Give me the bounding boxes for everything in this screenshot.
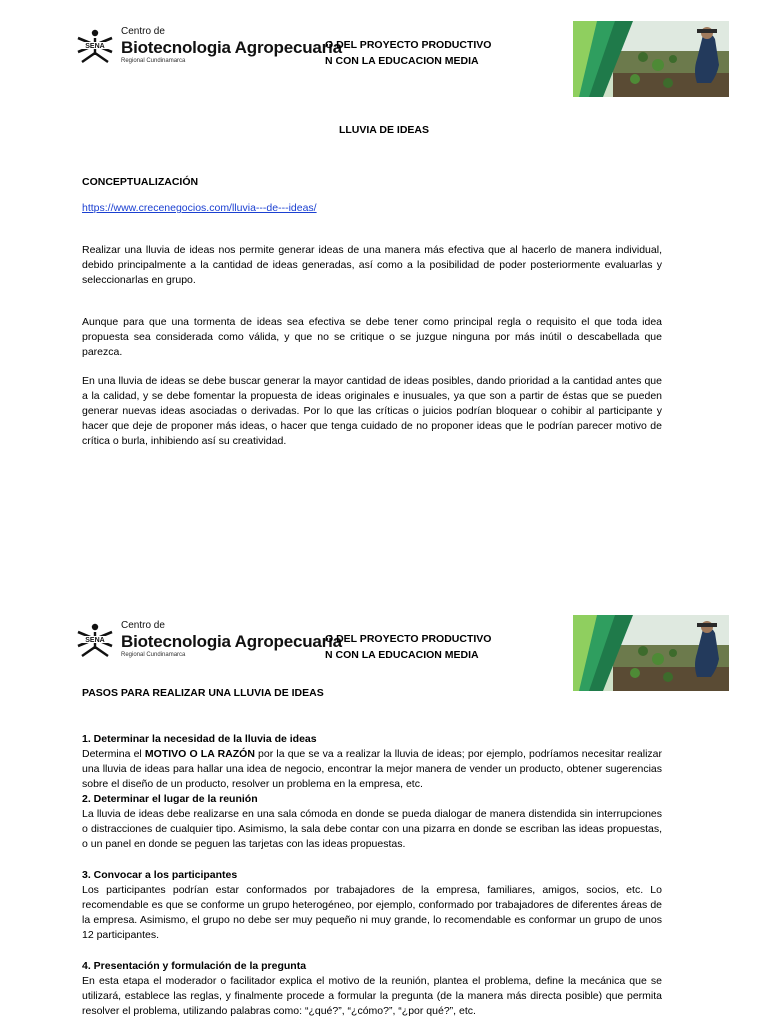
project-line-2: N CON LA EDUCACION MEDIA [325,55,479,67]
farmer-photo-image [573,21,729,97]
project-line-1: O DEL PROYECTO PRODUCTIVO [325,633,492,645]
step-1-text: Determina el MOTIVO O LA RAZÓN por la que se va a realizar la lluvia de ideas; por ejemplo, podríamos necesitar realizar una lluvia de ideas para hallar una idea de negocio, encontrar la mejor manera de vender un producto, obtener sugerencias sobre el diseño de un producto, resolver un problema en la empresa, etc. [82,748,662,790]
sena-logo-icon [76,622,114,658]
paragraph-1: Realizar una lluvia de ideas nos permite generar ideas de una manera más efectiva que al hacerlo de manera individual, debido principalmente a la cantidad de ideas generadas, así como a la posibilidad de poder posteriormente evaluarlas y seleccionarlas en grupo. [82,244,662,286]
header-photo [573,21,729,97]
logo-line-3: Regional Cundinamarca [121,58,186,64]
logo-line-3: Regional Cundinamarca [121,652,186,658]
logo-line-2: Biotecnologia Agropecuaria [121,632,342,651]
farmer-photo-image [573,615,729,691]
project-line-2: N CON LA EDUCACION MEDIA [325,649,479,661]
document-page-2 [0,594,768,1024]
step-4 [82,959,662,1019]
sena-logo [76,620,342,660]
svg-text:SENA: SENA [85,637,105,644]
section-heading: PASOS PARA REALIZAR UNA LLUVIA DE IDEAS [82,687,324,699]
step-2-text: La lluvia de ideas debe realizarse en una sala cómoda en donde se pueda dialogar de manera distendida sin interrupciones o distracciones de cualquier tipo. Asimismo, la sala debe contar con una pizarra en donde se escriban las ideas propuestas, o un panel en donde se peguen las tarjetas con las ideas propuestas. [82,808,662,850]
logo-line-1: Centro de [121,26,165,37]
header-photo [573,615,729,691]
step-4-text: En esta etapa el moderador o facilitador explica el motivo de la reunión, plantea el problema, define la mecánica que se utilizará, establece las reglas, y finalmente procede a formular la pregunta (de la manera más directa posible) que permita resolver el problema, utilizando palabras como: “¿qué?”, “¿cómo?”, “¿por qué?”, etc. [82,975,662,1017]
paragraph-2: Aunque para que una tormenta de ideas sea efectiva se debe tener como principal regla o requisito el que toda idea propuesta sea considerada como válida, y que no se critique o se juzgue ninguna por más inútil o descabellada que parezca. [82,316,662,358]
step-1 [82,732,662,852]
sena-logo [76,26,342,66]
step-4-title: 4. Presentación y formulación de la pregunta [82,960,307,972]
step-3-title: 3. Convocar a los participantes [82,869,238,881]
svg-text:SENA: SENA [85,43,105,50]
step-3-text: Los participantes podrían estar conformados por trabajadores de la empresa, familiares, amigos, socios, etc. Lo recomendable es que se conforme un grupo heterogéneo, por ejemplo, conformado por trabajadores de diferentes áreas de la empresa. Asimismo, el grupo no debe ser muy pequeño ni muy grande, lo recomendable es conformar un grupo de unos 12 participantes. [82,884,662,941]
step-2-title: 2. Determinar el lugar de la reunión [82,793,258,805]
project-line-1: O DEL PROYECTO PRODUCTIVO [325,39,492,51]
section-heading: CONCEPTUALIZACIÓN [82,176,199,188]
step-1-title: 1. Determinar la necesidad de la lluvia de ideas [82,733,317,745]
page-header [0,0,768,110]
header-project-title [325,37,491,69]
page-title: LLUVIA DE IDEAS [338,124,430,136]
paragraph-3: En una lluvia de ideas se debe buscar generar la mayor cantidad de ideas posibles, dando prioridad a la cantidad antes que a la calidad, y se debe fomentar la propuesta de ideas originales e inusuales, ya que son a partir de éstas que se pueden generar nuevas ideas asociadas o derivadas. Por lo que las críticas o juicios podrían bloquear o cohibir al participante y hacer que deje de proponer más ideas, o hacer que tenga cuidado de no proponer ideas que le podrían parecer motivo de crítica o burla, inhibiendo así su creatividad. [82,375,662,447]
reference-link[interactable]: https://www.crecenegocios.com/lluvia---de---ideas/ [82,202,317,214]
logo-line-2: Biotecnologia Agropecuaria [121,38,342,57]
step-3 [82,868,662,943]
header-project-title [325,631,491,663]
logo-line-1: Centro de [121,620,165,631]
sena-logo-icon [76,28,114,64]
